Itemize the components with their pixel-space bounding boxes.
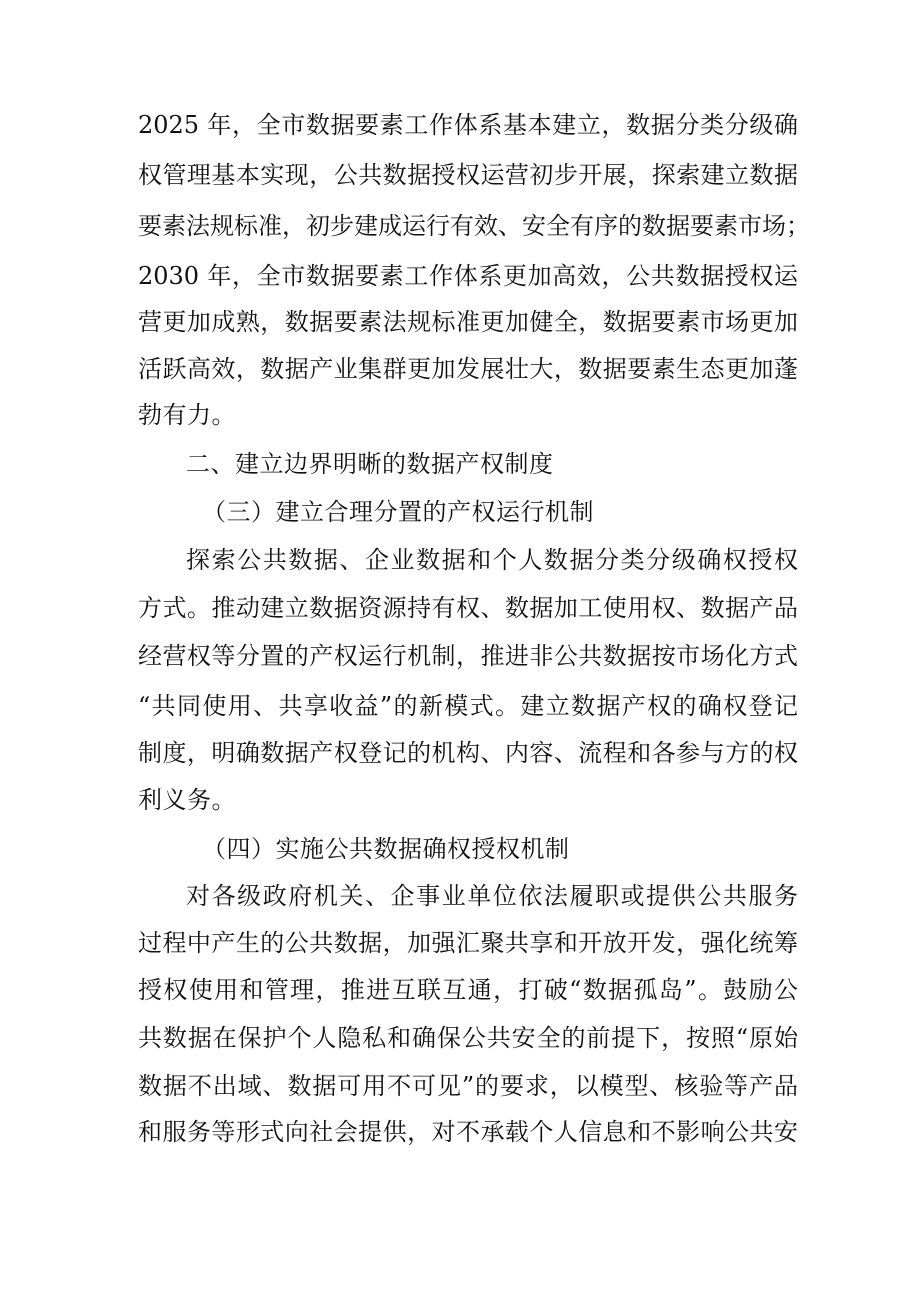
paragraph-3-line-3: 授权使用和管理，推进互联互通，打破“数据孤岛”。鼓励公 — [138, 976, 798, 1004]
paragraph-2-line-4: “共同使用、共享收益”的新模式。建立数据产权的确权登记 — [138, 692, 798, 720]
paragraph-1-line-4: 2030 年，全市数据要素工作体系更加高效，公共数据授权运 — [138, 262, 798, 290]
paragraph-1-line-3: 要素法规标准，初步建成运行有效、安全有序的数据要素市场； — [138, 212, 810, 240]
paragraph-2-line-1: 探索公共数据、企业数据和个人数据分类分级确权授权 — [186, 546, 798, 574]
paragraph-2-line-6: 利义务。 — [138, 786, 236, 814]
paragraph-1-line-6: 活跃高效，数据产业集群更加发展壮大，数据要素生态更加蓬 — [138, 355, 798, 383]
subsection-heading-4: （四）实施公共数据确权授权机制 — [202, 835, 570, 863]
paragraph-1-line-7: 勃有力。 — [138, 401, 236, 429]
section-heading-2: 二、建立边界明晰的数据产权制度 — [186, 450, 554, 478]
paragraph-1-line-1: 2025 年，全市数据要素工作体系基本建立，数据分类分级确 — [138, 111, 798, 139]
paragraph-3-line-6: 和服务等形式向社会提供，对不承载个人信息和不影响公共安 — [138, 1118, 798, 1146]
paragraph-2-line-5: 制度，明确数据产权登记的机构、内容、流程和各参与方的权 — [138, 739, 798, 767]
paragraph-2-line-3: 经营权等分置的产权运行机制，推进非公共数据按市场化方式 — [138, 642, 798, 670]
paragraph-3-line-2: 过程中产生的公共数据，加强汇聚共享和开放开发，强化统筹 — [138, 929, 798, 957]
paragraph-2-line-2: 方式。推动建立数据资源持有权、数据加工使用权、数据产品 — [138, 594, 798, 622]
paragraph-1-line-5: 营更加成熟，数据要素法规标准更加健全，数据要素市场更加 — [138, 308, 798, 336]
subsection-heading-3: （三）建立合理分置的产权运行机制 — [202, 498, 594, 526]
paragraph-3-line-1: 对各级政府机关、企事业单位依法履职或提供公共服务 — [186, 882, 798, 910]
paragraph-3-line-4: 共数据在保护个人隐私和确保公共安全的前提下，按照“原始 — [138, 1024, 798, 1052]
paragraph-3-line-5: 数据不出域、数据可用不可见”的要求，以模型、核验等产品 — [138, 1072, 798, 1100]
paragraph-1-line-2: 权管理基本实现，公共数据授权运营初步开展，探索建立数据 — [138, 161, 798, 189]
